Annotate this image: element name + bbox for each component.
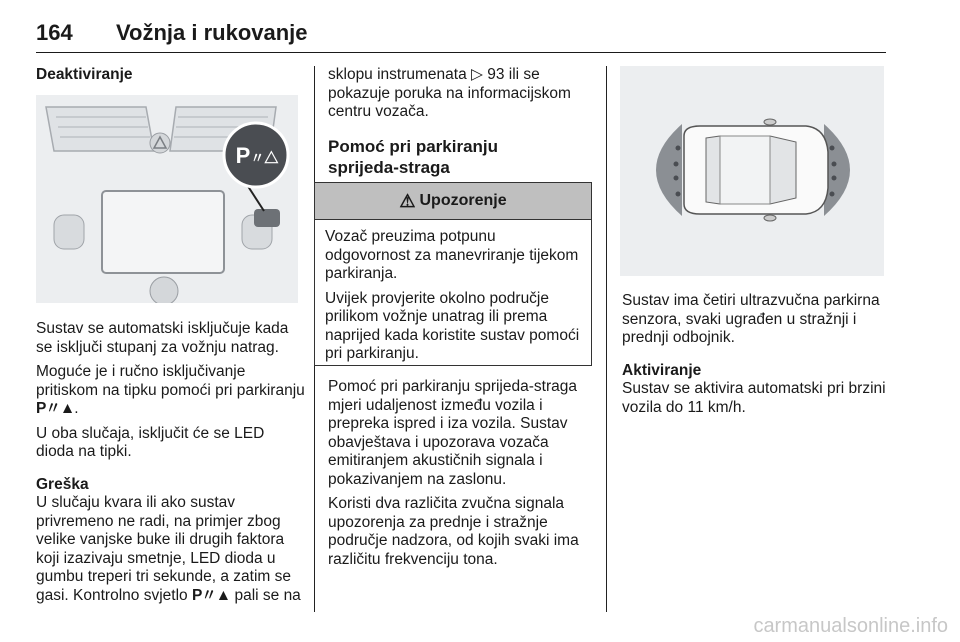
paragraph: Sustav se aktivira automatski pri brzini vozila do 11 km/h. bbox=[622, 380, 886, 416]
section-heading: Deaktiviranje bbox=[36, 66, 133, 83]
paragraph: U oba slučaja, isključit će se LED dioda na tipki. bbox=[36, 424, 265, 460]
column-3-body bbox=[622, 292, 888, 423]
park-assist-symbol: P〃▲ bbox=[36, 400, 75, 417]
paragraph: sklopu instrumenata ▷ 93 ili se pokazuje poruka na informacijskom centru vozača. bbox=[328, 66, 571, 120]
paragraph: U slučaju kvara ili ako sustav privremeno ne radi, na primjer zbog velike vanjske buke ili drugih faktora koji izazivaju smetnje, LED dioda u gumbu treperi tri sekunde, a zatim se gasi. Kontrolno svjetlo P〃▲ pali se na bbox=[36, 494, 301, 604]
dashboard-illustration bbox=[36, 95, 298, 303]
warning-header bbox=[315, 183, 591, 220]
park-assist-symbol: P〃▲ bbox=[191, 586, 231, 604]
column-2-body bbox=[328, 378, 594, 575]
warning-text: Uvijek provjerite okolno područje prilikom vožnje unatrag ili prema naprijed kada koristite sustav pomoći pri parkiranju. bbox=[325, 289, 580, 362]
warning-text: Vozač preuzima potpunu odgovornost za manevriranje tijekom parkiranja. bbox=[325, 228, 579, 282]
warning-title: Upozorenje bbox=[419, 192, 507, 209]
paragraph: Sustav se automatski isključuje kada se isključi stupanj za vožnju natrag. bbox=[36, 320, 289, 356]
column-1 bbox=[36, 66, 306, 85]
column-divider bbox=[606, 66, 607, 612]
paragraph: Moguće je i ručno isključivanje pritiskom na tipku pomoći pri parkiranju P〃▲. bbox=[36, 363, 305, 417]
car-top-view-illustration bbox=[620, 66, 884, 276]
column-2 bbox=[328, 66, 594, 178]
sensor-zone-figure bbox=[620, 66, 884, 276]
column-1-body bbox=[36, 320, 306, 611]
paragraph: Pomoć pri parkiranju sprijeda-straga mjeri udaljenost između vozila i prepreka ispred i iza vozila. Sustav obavještava i upozorava vozača emitiranjem akustičnih signala i pokazivanjem na zaslonu. bbox=[328, 378, 577, 488]
page-header bbox=[36, 14, 886, 53]
paragraph: Koristi dva različita zvučna signala upozorenja za prednje i stražnje područje nadzora, od kojih svaki ima različitu frekvenciju tona. bbox=[328, 495, 579, 568]
watermark: carmanualsonline.info bbox=[753, 615, 948, 637]
warning-icon: ⚠ bbox=[399, 190, 416, 211]
warning-box bbox=[314, 182, 592, 366]
warning-body bbox=[315, 220, 591, 378]
park-assist-icon: P〃△ bbox=[235, 143, 279, 168]
paragraph: Sustav ima četiri ultrazvučna parkirna senzora, svaki ugrađen u stražnji i prednji odbojnik. bbox=[622, 292, 880, 346]
chapter-title: Vožnja i rukovanje bbox=[116, 20, 308, 45]
section-heading: Greška bbox=[36, 475, 89, 493]
page-number: 164 bbox=[36, 20, 73, 45]
section-heading: Aktiviranje bbox=[622, 361, 702, 379]
dashboard-figure bbox=[36, 95, 298, 303]
section-title: Pomoć pri parkiranju sprijeda-straga bbox=[328, 136, 499, 177]
